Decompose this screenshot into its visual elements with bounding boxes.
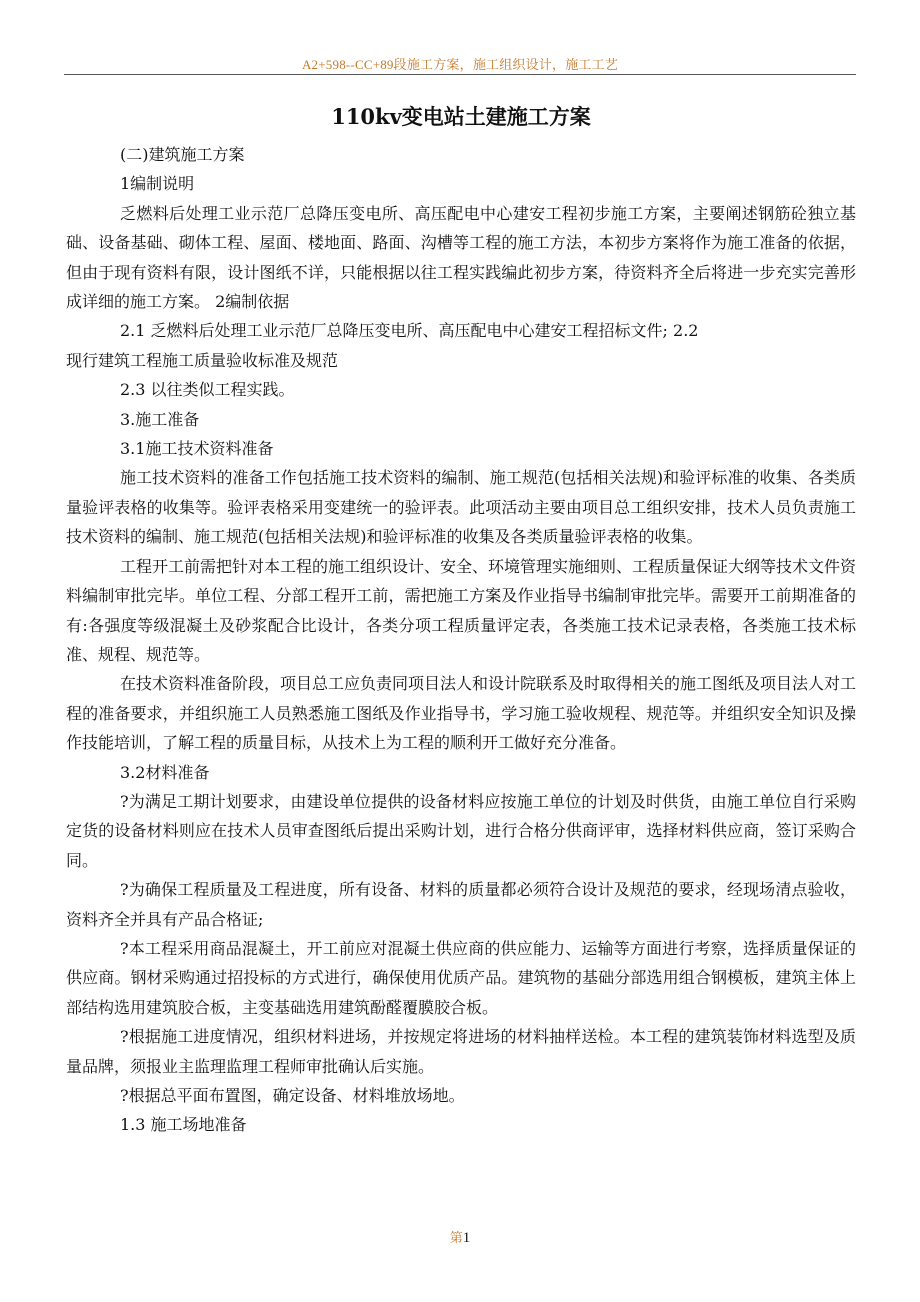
document-body [66, 100, 856, 1140]
subsection-heading: 1.3 施工场地准备 [120, 1115, 247, 1135]
subsection-heading: 3.施工准备 [120, 409, 200, 429]
list-item: ?根据总平面布置图，确定设备、材料堆放场地。 [120, 1086, 465, 1105]
paragraph: 施工技术资料的准备工作包括施工技术资料的编制、施工规范(包括相关法规)和验评标准的收集、各类质量验评表格的收集等。验评表格采用变建统一的验评表。此项活动主要由项目总工组织安排，技术人员负责施工技术资料的编制、施工规范(包括相关法规)和验评标准的收集及各类质量验评表格的收集。 [66, 468, 856, 547]
subsection-heading: 3.2材料准备 [120, 762, 210, 782]
page-number: 1 [462, 1230, 471, 1246]
paragraph: 现行建筑工程施工质量验收标准及规范 [66, 350, 339, 370]
list-item: ?根据施工进度情况，组织材料进场，并按规定将进场的材料抽样送检。本工程的建筑装饰材料选型及质量品牌，须报业主监理监理工程师审批确认后实施。 [66, 1027, 856, 1076]
document-title: 110kv变电站土建施工方案 [331, 104, 591, 129]
page-header [0, 54, 920, 73]
paragraph: 2.3 以往类似工程实践。 [120, 380, 295, 400]
paragraph: 在技术资料准备阶段，项目总工应负责同项目法人和设计院联系及时取得相关的施工图纸及项目法人对工程的准备要求，并组织施工人员熟悉施工图纸及作业指导书，学习施工验收规程、规范等。并组织安全知识及操作技能培训，了解工程的质量目标，从技术上为工程的顺利开工做好充分准备。 [66, 674, 857, 753]
list-item: ?本工程采用商品混凝土，开工前应对混凝土供应商的供应能力、运输等方面进行考察，选择质量保证的供应商。钢材采购通过招投标的方式进行，确保使用优质产品。建筑物的基础分部选用组合钢模板，建筑主体上部结构选用建筑胶合板，主变基础选用建筑酚醛覆膜胶合板。 [66, 938, 856, 1017]
paragraph: 工程开工前需把针对本工程的施工组织设计、安全、环境管理实施细则、工程质量保证大纲等技术文件资料编制审批完毕。单位工程、分部工程开工前，需把施工方案及作业指导书编制审批完毕。需要开工前期准备的有:各强度等级混凝土及砂浆配合比设计，各类分项工程质量评定表，各类施工技术记录表格，各类施工技术标准、规程、规范等。 [66, 556, 857, 664]
page-footer [0, 1227, 920, 1247]
section-heading: (二)建筑施工方案 [120, 145, 245, 164]
header-text: A2+598--CC+89段施工方案，施工组织设计，施工工艺 [301, 57, 619, 72]
page-number-prefix: 第 [449, 1230, 463, 1245]
list-item: ?为满足工期计划要求，由建设单位提供的设备材料应按施工单位的计划及时供货，由施工单位自行采购定货的设备材料则应在技术人员审查图纸后提出采购计划，进行合格分供商评审，选择材料供应商，签订采购合同。 [66, 791, 856, 870]
subsection-heading: 1编制说明 [120, 174, 195, 194]
paragraph: 乏燃料后处理工业示范厂总降压变电所、高压配电中心建安工程初步施工方案，主要阐述钢筋砼独立基础、设备基础、砌体工程、屋面、楼地面、路面、沟槽等工程的施工方法，本初步方案将作为施工准备的依据，但由于现有资料有限，设计图纸不详，只能根据以往工程实践编此初步方案，待资料齐全后将进一步充实完善形成详细的施工方案。 2编制依据 [66, 203, 856, 312]
paragraph: 2.1 乏燃料后处理工业示范厂总降压变电所、高压配电中心建安工程招标文件; 2.2 [120, 321, 699, 341]
list-item: ?为确保工程质量及工程进度，所有设备、材料的质量都必须符合设计及规范的要求，经现场清点验收，资料齐全并具有产品合格证; [66, 880, 856, 929]
subsection-heading: 3.1施工技术资料准备 [120, 439, 274, 459]
header-divider [64, 74, 856, 75]
